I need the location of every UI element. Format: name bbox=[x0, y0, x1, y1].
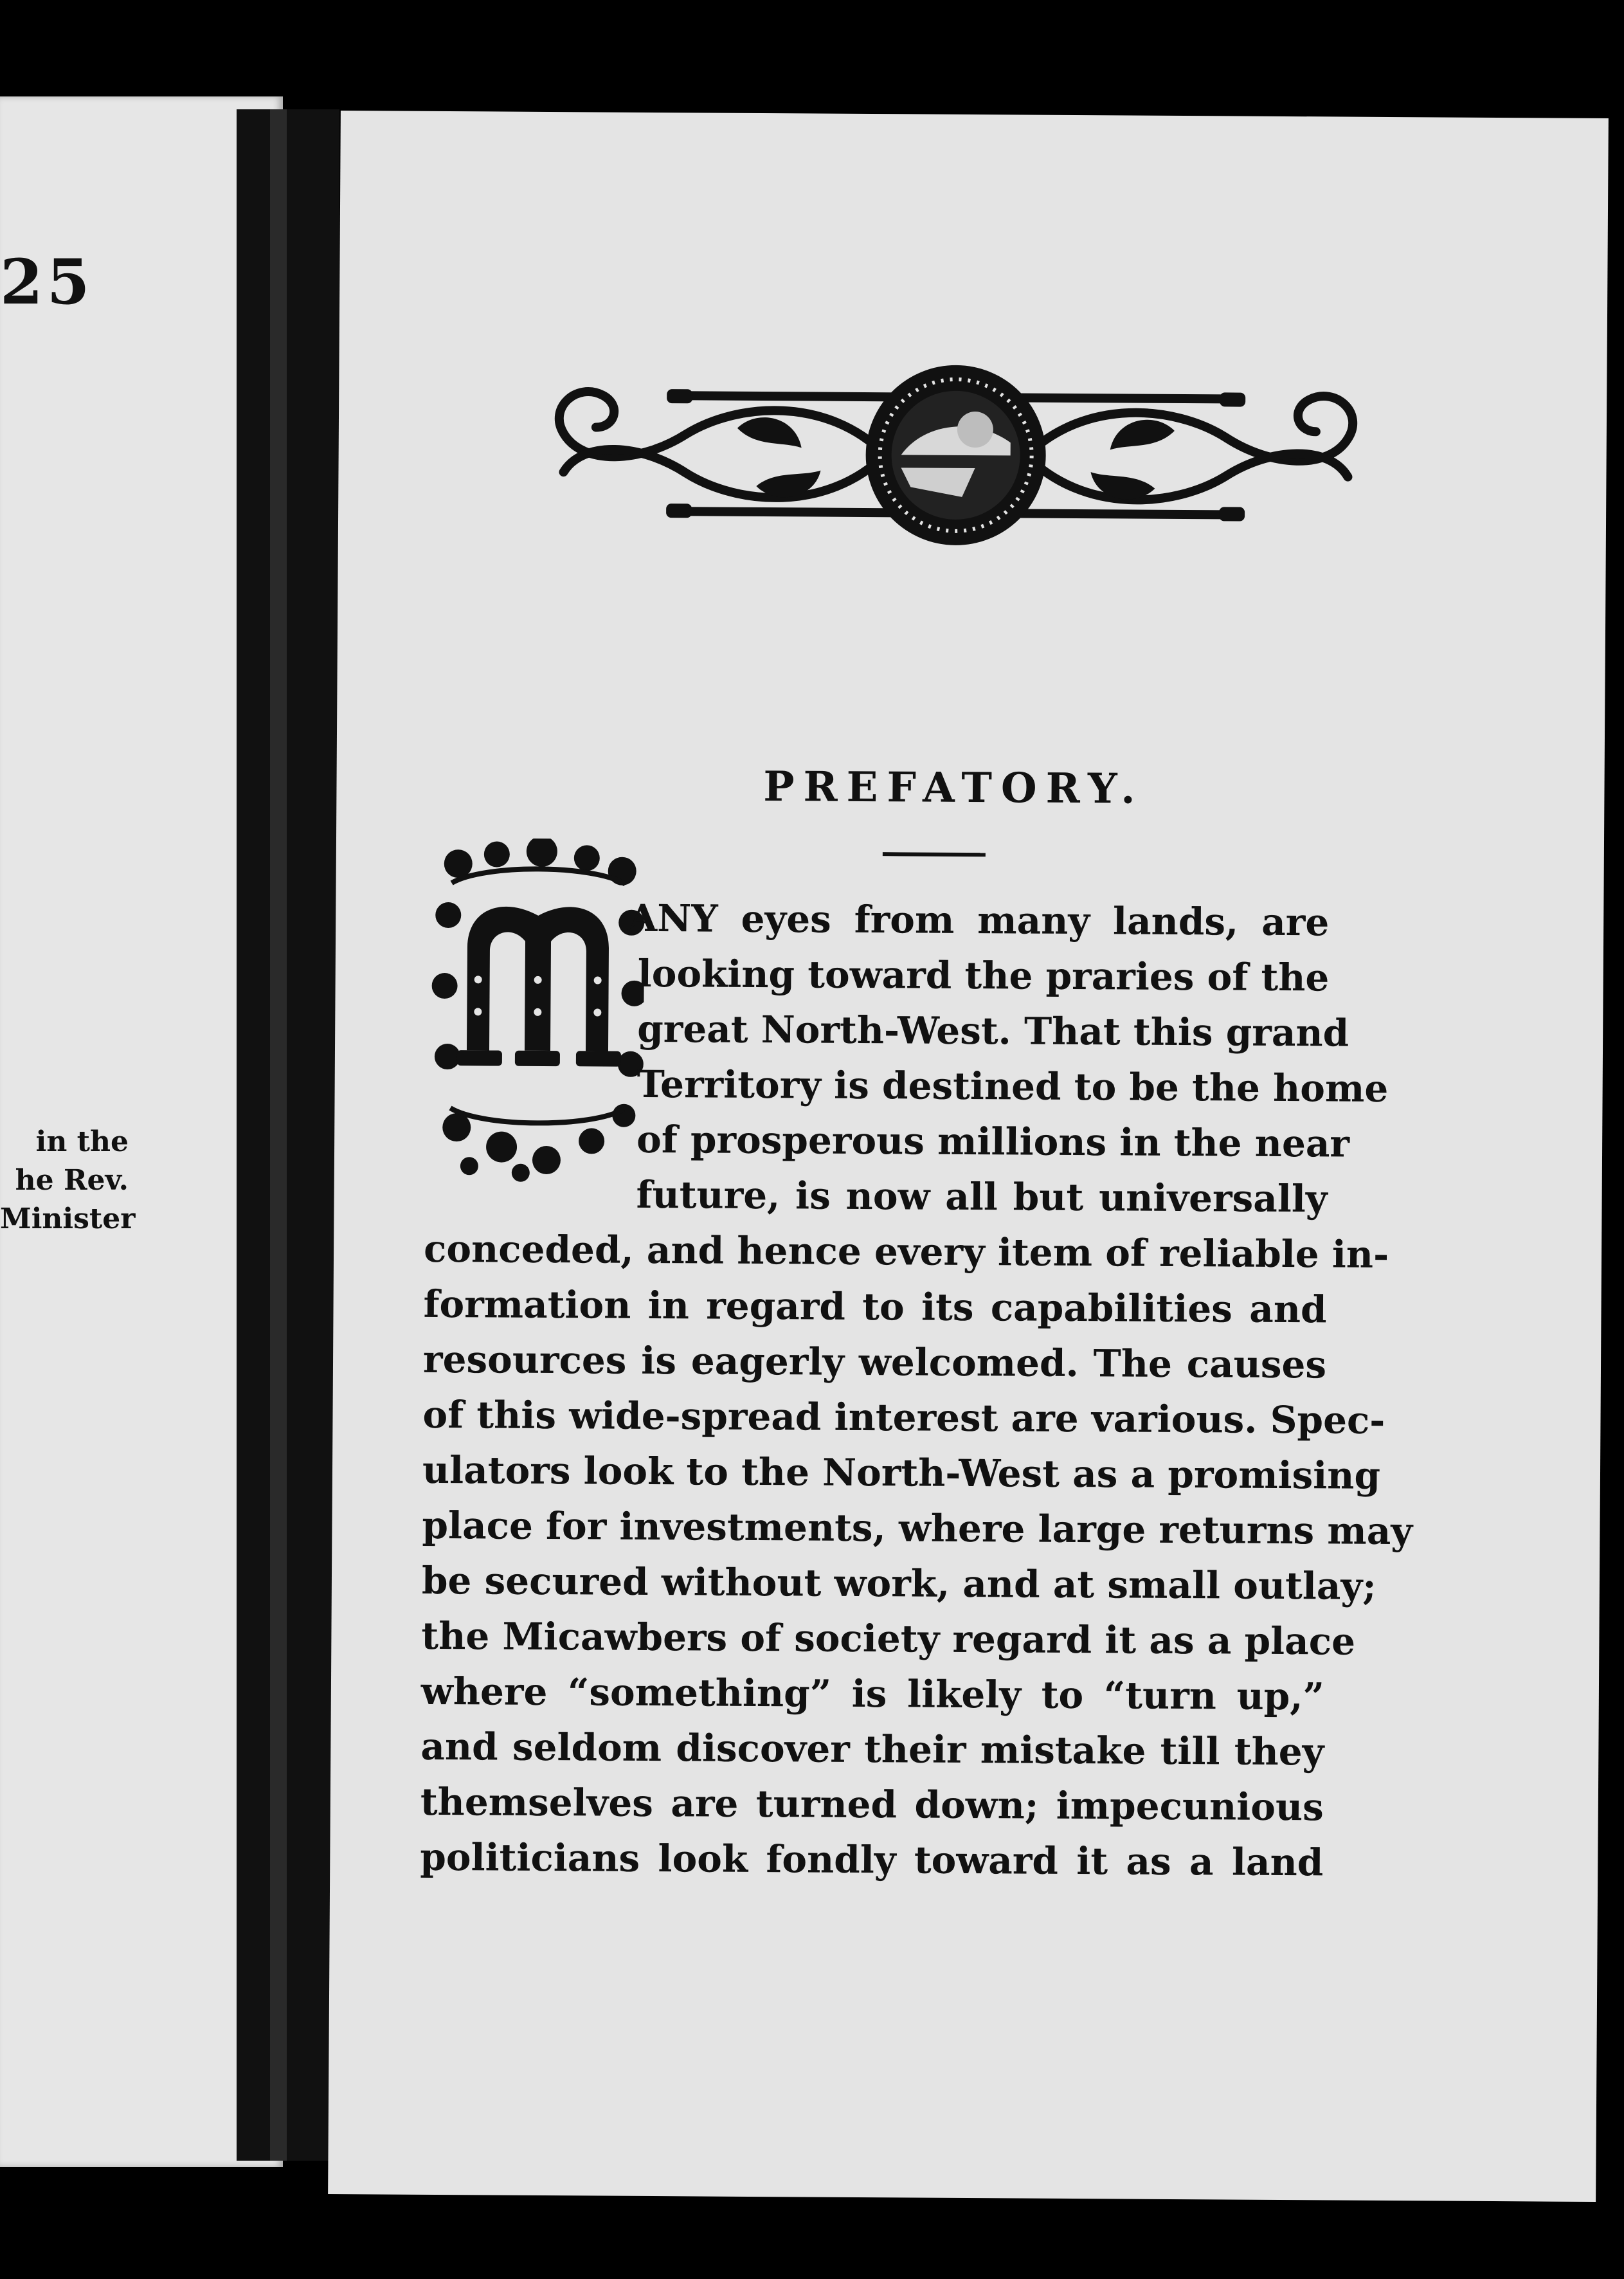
text-line-1: ANY eyes from many lands, are bbox=[628, 896, 1330, 945]
page-heading: PREFATORY. bbox=[763, 763, 1144, 813]
text-line-5: of prosperous millions in the near bbox=[636, 1117, 1350, 1166]
text-line-4: Territory is destined to be the home bbox=[636, 1062, 1389, 1111]
text-line-8: formation in regard to its capabilities and bbox=[423, 1282, 1327, 1332]
text-line-7: conceded, and hence every item of reliable in- bbox=[423, 1226, 1389, 1276]
text-line-11: ulators look to the North-West as a promising bbox=[422, 1448, 1381, 1498]
previous-page-fragment-3: Minister bbox=[0, 1203, 136, 1235]
text-line-9: resources is eagerly welcomed. The causes bbox=[422, 1337, 1327, 1387]
main-page bbox=[328, 111, 1609, 2202]
book-gutter bbox=[237, 109, 339, 2161]
text-line-12: place for investments, where large returns may bbox=[422, 1503, 1413, 1554]
gutter-edge bbox=[270, 109, 287, 2161]
text-line-2: looking toward the praries of the bbox=[637, 951, 1330, 1000]
text-line-3: great North-West. That this grand bbox=[636, 1006, 1349, 1055]
text-line-14: the Micawbers of society regard it as a place bbox=[421, 1613, 1356, 1664]
heading-rule bbox=[883, 852, 986, 857]
text-line-18: politicians look fondly toward it as a land bbox=[420, 1835, 1324, 1885]
previous-page-fragment-2: he Rev. bbox=[15, 1164, 129, 1197]
text-line-16: and seldom discover their mistake till they bbox=[420, 1724, 1324, 1774]
text-line-10: of this wide-spread interest are various. Spec- bbox=[422, 1392, 1385, 1442]
text-line-6: future, is now all but universally bbox=[636, 1172, 1328, 1221]
text-line-17: themselves are turned down; impecunious bbox=[420, 1779, 1324, 1830]
text-line-13: be secured without work, and at small outlay; bbox=[421, 1558, 1376, 1608]
decorative-initial-icon bbox=[431, 838, 645, 1186]
previous-page-number: 25 bbox=[0, 246, 94, 318]
previous-page-fragment-1: in the bbox=[35, 1125, 129, 1158]
text-line-15: where “something” is likely to “turn up,” bbox=[420, 1669, 1325, 1719]
headpiece-ornament-icon bbox=[525, 356, 1387, 554]
